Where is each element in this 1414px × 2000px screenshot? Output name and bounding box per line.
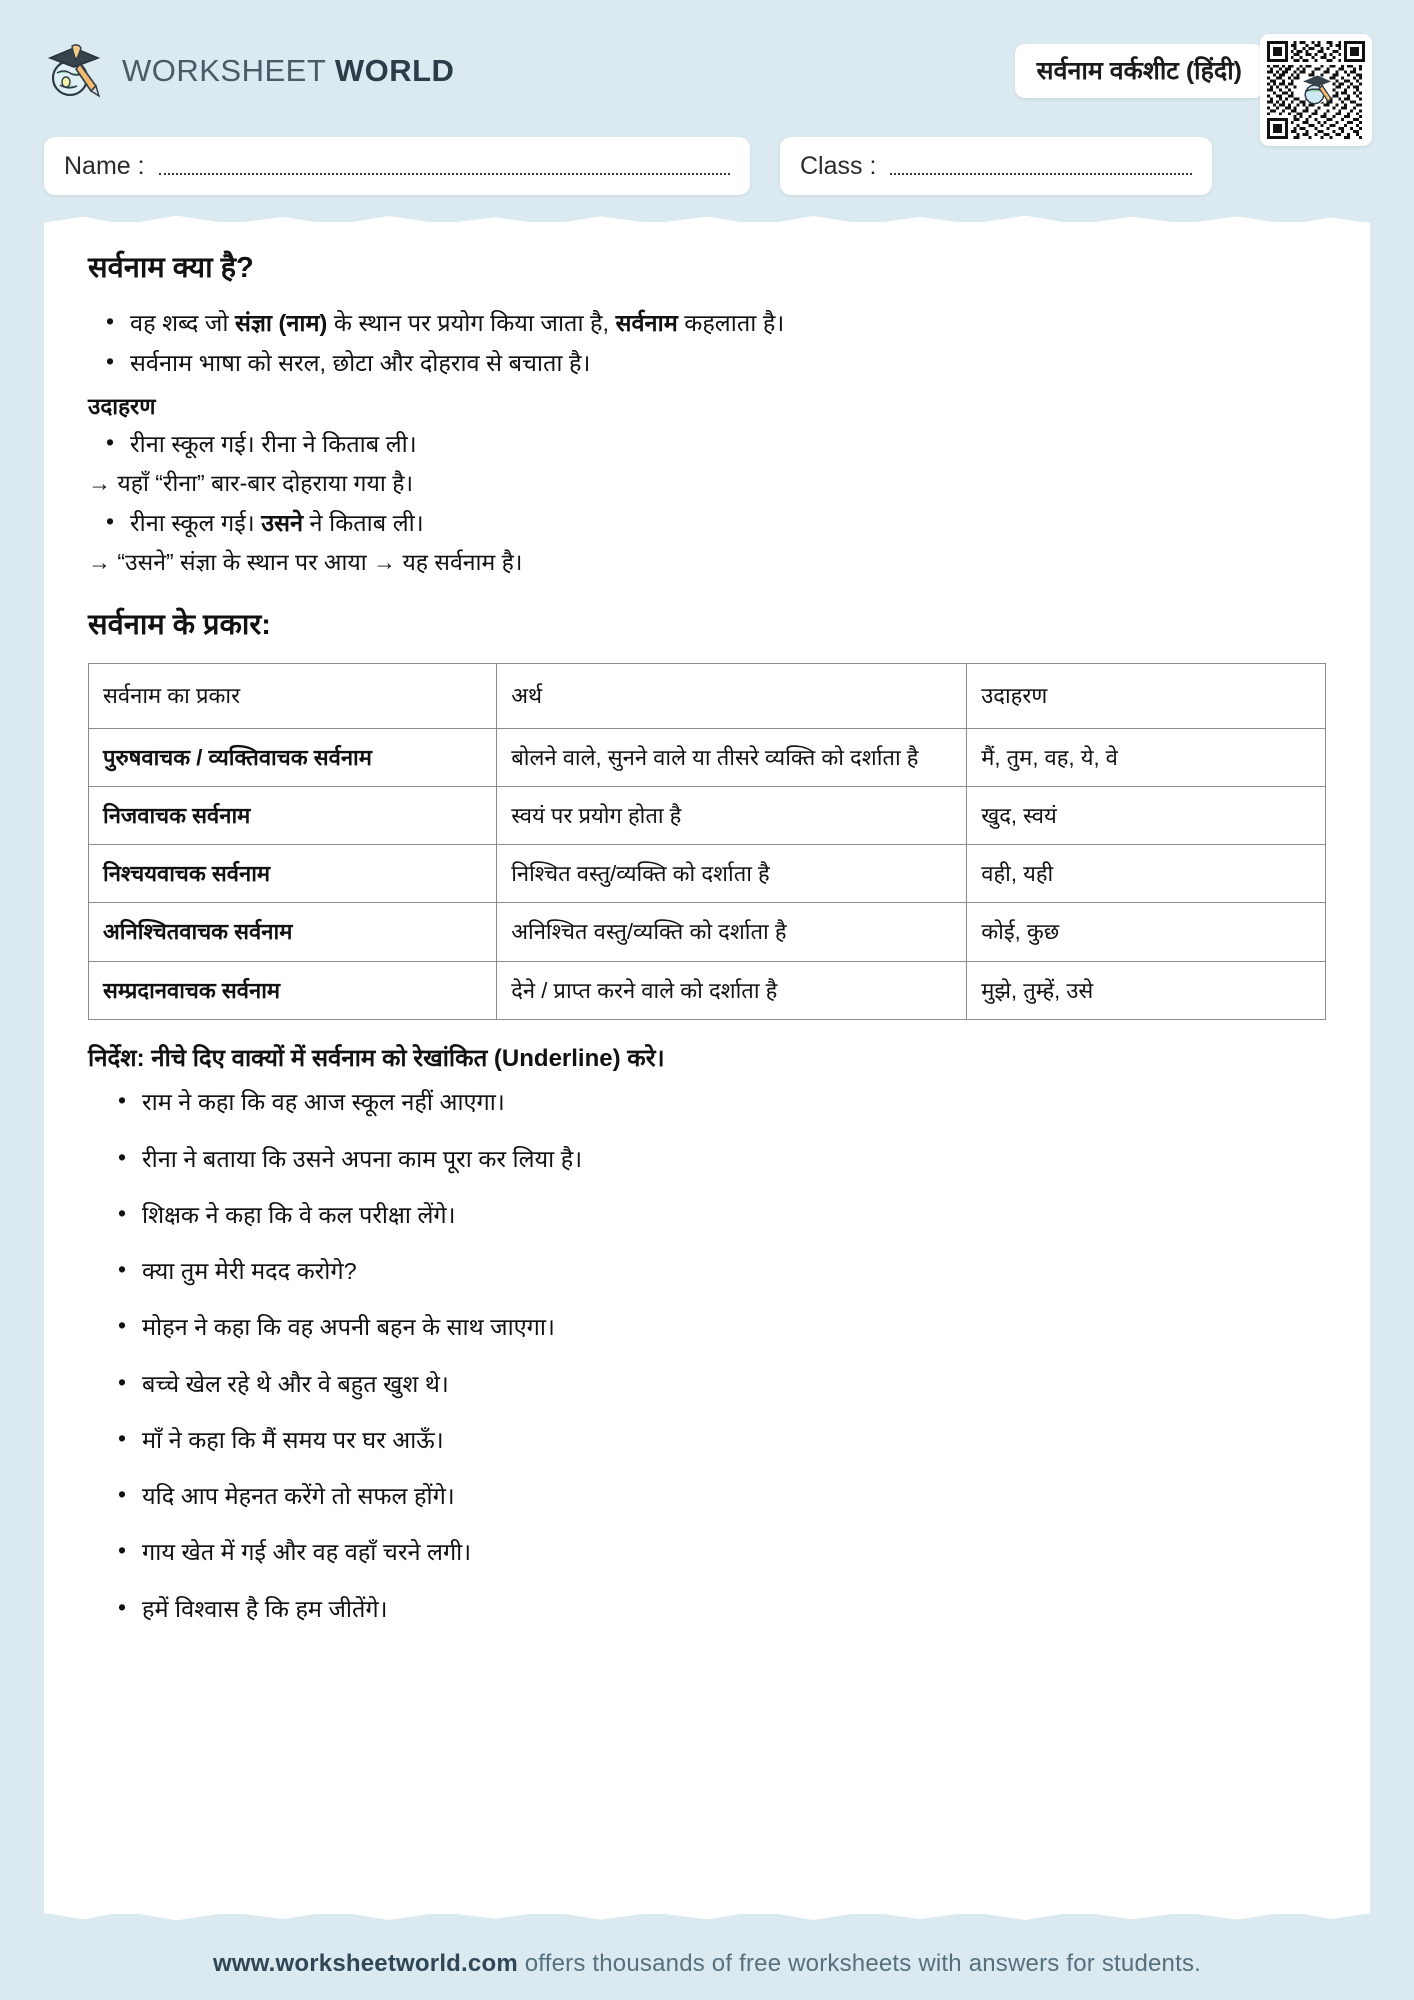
cell-meaning: निश्चित वस्तु/व्यक्ति को दर्शाता है	[497, 845, 967, 903]
worksheet-title-badge	[1015, 44, 1264, 98]
torn-edge-bottom	[44, 1906, 1370, 1924]
intro-b1-mid: के स्थान पर प्रयोग किया जाता है,	[327, 310, 616, 337]
example-sentence-2-pre: रीना स्कूल गई।	[130, 510, 262, 537]
cell-example: मुझे, तुम्हें, उसे	[967, 961, 1326, 1019]
worksheet-sheet	[44, 222, 1370, 1914]
list-item[interactable]	[88, 1310, 1326, 1345]
intro-heading: सर्वनाम क्या है?	[88, 252, 254, 284]
brand-name	[122, 53, 454, 89]
question-text: हमें विश्वास है कि हम जीतेंगे।	[142, 1595, 388, 1622]
example-bullet-list-1	[88, 425, 1326, 463]
brand-logo	[44, 40, 454, 102]
name-field-label: Name :	[64, 151, 145, 180]
footer-site-link[interactable]: www.worksheetworld.com	[212, 1950, 518, 1977]
list-item[interactable]	[88, 1142, 1326, 1177]
table-row	[89, 961, 1326, 1019]
cell-meaning: अनिश्चित वस्तु/व्यक्ति को दर्शाता है	[497, 903, 967, 961]
column-header-example: उदाहरण	[967, 664, 1326, 728]
intro-b1-bold2: सर्वनाम	[615, 310, 678, 337]
qr-code[interactable]	[1260, 34, 1372, 146]
class-field[interactable]	[780, 137, 1212, 195]
cell-type: निजवाचक सर्वनाम	[89, 786, 497, 844]
cell-type: पुरुषवाचक / व्यक्तिवाचक सर्वनाम	[89, 728, 497, 786]
qr-code-image	[1267, 41, 1365, 139]
exercise-question-list	[88, 1085, 1326, 1627]
table-row	[89, 903, 1326, 961]
question-text: रीना ने बताया कि उसने अपना काम पूरा कर लिया है।	[142, 1145, 583, 1172]
table-row	[89, 728, 1326, 786]
brand-name-light: WORKSHEET	[122, 53, 326, 88]
list-item[interactable]	[88, 1254, 1326, 1289]
cell-example: खुद, स्वयं	[967, 786, 1326, 844]
intro-b1-bold1: संज्ञा (नाम)	[234, 310, 328, 337]
types-heading: सर्वनाम के प्रकार:	[88, 609, 271, 642]
list-item[interactable]	[88, 1592, 1326, 1627]
pronoun-types-table	[88, 663, 1326, 1019]
example-sentence-2-bold: उसने	[261, 510, 304, 537]
example-sentence-1: रीना स्कूल गई। रीना ने किताब ली।	[130, 431, 417, 458]
column-header-type: सर्वनाम का प्रकार	[89, 664, 497, 728]
class-field-writing-line[interactable]	[890, 173, 1192, 175]
list-item[interactable]	[88, 1198, 1326, 1233]
list-item	[88, 304, 1326, 342]
list-item[interactable]	[88, 1423, 1326, 1458]
intro-b1-pre: वह शब्द जो	[130, 310, 235, 337]
intro-b2-text: सर्वनाम भाषा को सरल, छोटा और दोहराव से बचाता है।	[130, 350, 591, 377]
cell-example: वही, यही	[967, 845, 1326, 903]
question-text: माँ ने कहा कि मैं समय पर घर आऊँ।	[142, 1426, 444, 1453]
page-header	[0, 0, 1414, 222]
table-row	[89, 786, 1326, 844]
question-text: मोहन ने कहा कि वह अपनी बहन के साथ जाएगा।	[142, 1314, 555, 1341]
list-item	[88, 344, 1326, 382]
class-field-label: Class :	[800, 151, 877, 180]
example-bullet-list-2	[88, 504, 1326, 542]
cell-type: अनिश्चितवाचक सर्वनाम	[89, 903, 497, 961]
list-item	[88, 425, 1326, 463]
intro-b1-post: कहलाता है।	[677, 310, 785, 337]
footer-text: offers thousands of free worksheets with answers for students.	[517, 1950, 1202, 1977]
question-text: यदि आप मेहनत करेंगे तो सफल होंगे।	[142, 1483, 455, 1510]
exercise-instruction: निर्देश: नीचे दिए वाक्यों में सर्वनाम को रेखांकित (Underline) करे।	[88, 1044, 665, 1072]
question-text: बच्चे खेल रहे थे और वे बहुत खुश थे।	[142, 1370, 449, 1397]
example-sentence-2-post: ने किताब ली।	[303, 510, 424, 537]
example-explanation-2: → “उसने” संज्ञा के स्थान पर आया → यह सर्वनाम है।	[88, 549, 523, 576]
cell-type: सम्प्रदानवाचक सर्वनाम	[89, 961, 497, 1019]
cell-meaning: स्वयं पर प्रयोग होता है	[497, 786, 967, 844]
worksheet-content	[44, 222, 1370, 1648]
question-text: गाय खेत में गई और वह वहाँ चरने लगी।	[142, 1539, 472, 1566]
page-footer	[0, 1950, 1414, 1978]
question-text: शिक्षक ने कहा कि वे कल परीक्षा लेंगे।	[142, 1201, 456, 1228]
list-item[interactable]	[88, 1479, 1326, 1514]
name-field[interactable]	[44, 137, 750, 195]
table-header-row	[89, 664, 1326, 728]
table-row	[89, 845, 1326, 903]
cell-example: कोई, कुछ	[967, 903, 1326, 961]
question-text: राम ने कहा कि वह आज स्कूल नहीं आएगा।	[142, 1089, 505, 1116]
intro-bullet-list	[88, 304, 1326, 382]
cell-type: निश्चयवाचक सर्वनाम	[89, 845, 497, 903]
name-field-writing-line[interactable]	[159, 173, 730, 175]
cell-meaning: देने / प्राप्त करने वाले को दर्शाता है	[497, 961, 967, 1019]
graduation-cap-globe-pencil-logo	[44, 40, 106, 102]
brand-name-bold: WORLD	[334, 53, 455, 88]
column-header-meaning: अर्थ	[497, 664, 967, 728]
list-item[interactable]	[88, 1367, 1326, 1402]
worksheet-title: सर्वनाम वर्कशीट (हिंदी)	[1036, 57, 1242, 85]
list-item[interactable]	[88, 1535, 1326, 1570]
example-label: उदाहरण	[88, 394, 156, 420]
list-item[interactable]	[88, 1085, 1326, 1120]
question-text: क्या तुम मेरी मदद करोगे?	[142, 1258, 357, 1285]
example-explanation-1: → यहाँ “रीना” बार-बार दोहराया गया है।	[88, 470, 414, 497]
cell-meaning: बोलने वाले, सुनने वाले या तीसरे व्यक्ति को दर्शाता है	[497, 728, 967, 786]
list-item	[88, 504, 1326, 542]
cell-example: मैं, तुम, वह, ये, वे	[967, 728, 1326, 786]
